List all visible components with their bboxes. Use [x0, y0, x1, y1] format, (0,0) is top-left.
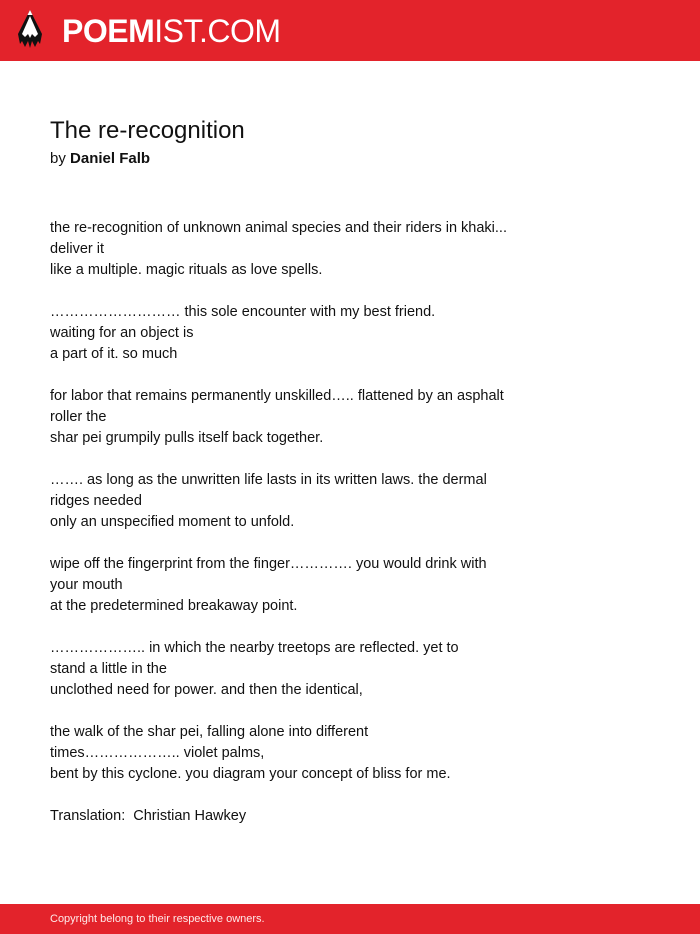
- translation-credit: Translation: Christian Hawkey: [50, 808, 247, 824]
- stanza: [50, 638, 560, 701]
- site-logo[interactable]: [62, 13, 281, 49]
- poem-line: waiting for an object is: [50, 325, 194, 341]
- stanza: [50, 386, 560, 449]
- poem-line: for labor that remains permanently unskilled….. flattened by an asphalt: [50, 388, 504, 404]
- poem-line: deliver it: [50, 241, 104, 257]
- poem-line: ……………….. in which the nearby treetops are reflected. yet to: [50, 640, 459, 656]
- stanza: [50, 722, 560, 785]
- site-header: [0, 0, 700, 61]
- stanza: [50, 470, 560, 533]
- poem-line: stand a little in the: [50, 661, 167, 677]
- stanza: [50, 218, 560, 281]
- stanza: [50, 554, 560, 617]
- site-footer: [0, 904, 700, 934]
- poem-line: bent by this cyclone. you diagram your concept of bliss for me.: [50, 766, 451, 782]
- poem-line: a part of it. so much: [50, 346, 178, 362]
- poem-line: unclothed need for power. and then the identical,: [50, 682, 363, 698]
- author-name: Daniel Falb: [70, 150, 151, 167]
- poem-line: like a multiple. magic rituals as love spells.: [50, 262, 323, 278]
- poem-body: [50, 218, 560, 806]
- poem-line: shar pei grumpily pulls itself back together.: [50, 430, 324, 446]
- by-label: by: [50, 150, 66, 167]
- copyright-notice: Copyright belong to their respective owners.: [50, 913, 265, 925]
- poem-line: ……………………… this sole encounter with my best friend.: [50, 304, 436, 320]
- poem-line: your mouth: [50, 577, 123, 593]
- poem-line: the walk of the shar pei, falling alone into different: [50, 724, 369, 740]
- poem-line: ridges needed: [50, 493, 142, 509]
- byline: [50, 149, 150, 169]
- poem-line: only an unspecified moment to unfold.: [50, 514, 295, 530]
- poem-title: The re-recognition: [50, 117, 245, 144]
- poem-line: roller the: [50, 409, 107, 425]
- poem-line: the re-recognition of unknown animal species and their riders in khaki...: [50, 220, 507, 236]
- poem-line: times……………….. violet palms,: [50, 745, 265, 761]
- poem-line: at the predetermined breakaway point.: [50, 598, 298, 614]
- poem-line: wipe off the fingerprint from the finger…………. you would drink with: [50, 556, 487, 572]
- stanza: [50, 302, 560, 365]
- pencil-icon: [18, 10, 42, 50]
- logo-light-text: IST.COM: [154, 13, 281, 49]
- poem-line: ……. as long as the unwritten life lasts in its written laws. the dermal: [50, 472, 487, 488]
- logo-bold-text: POEM: [62, 13, 155, 49]
